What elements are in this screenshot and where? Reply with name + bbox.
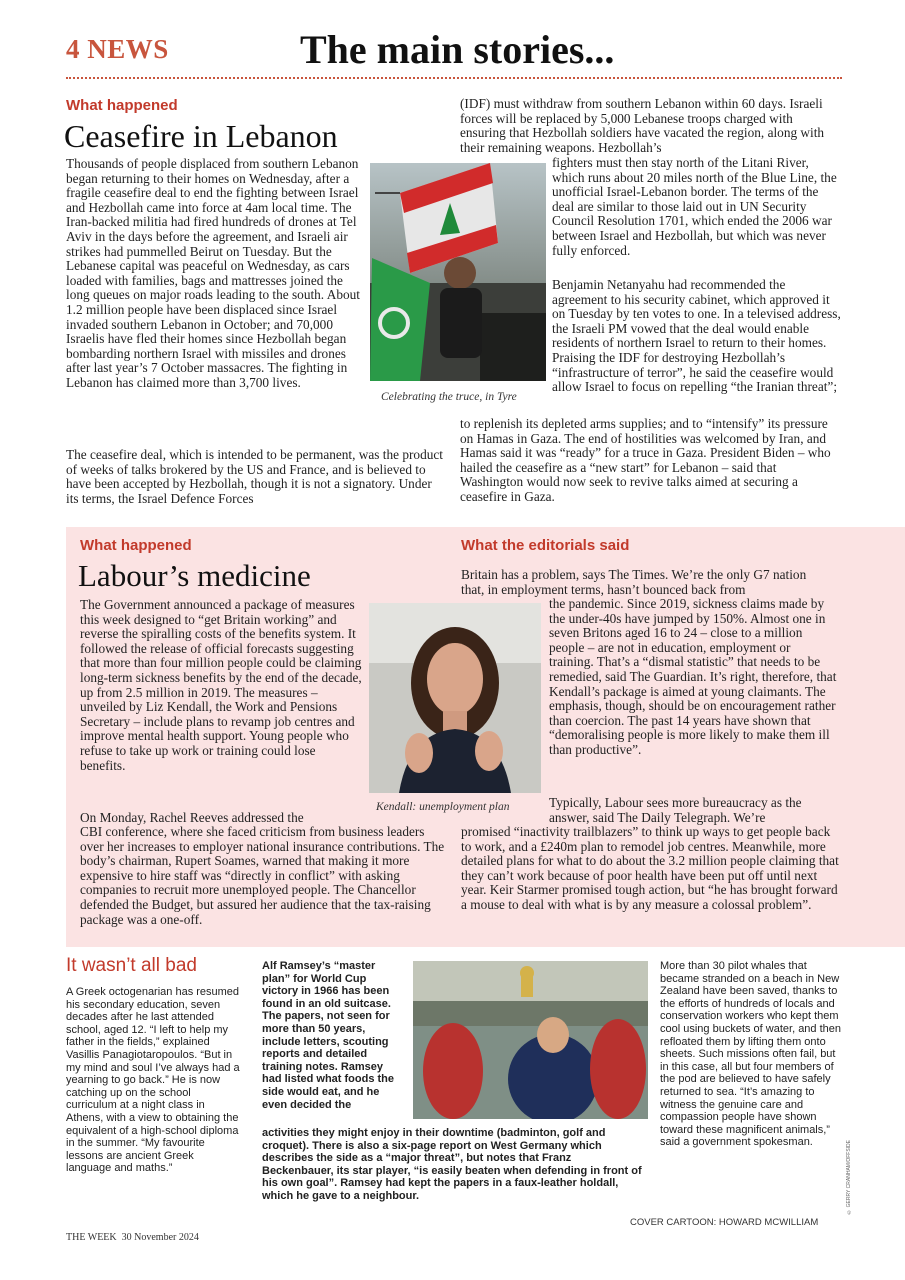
lebanon-celebration-photo — [370, 163, 546, 381]
not-all-bad-col2-side: Alf Ramsey’s “master plan” for World Cup victory in 1966 has been found in an old suitcase. The papers, not seen for more than 50 years, include letters, scouting reports and detailed training notes. Ramsey had listed what foods the side would eat, and he even decided the — [262, 960, 395, 1111]
kendall-photo — [369, 603, 541, 793]
ceasefire-body-right-mid-1: fighters must then stay north of the Litani River, which runs about 20 miles north of the Blue Line, the unofficial Israel-Lebanon border. The terms of the deal are similar to those laid out in UN Security Council Resolution 1701, which ended the 2006 war between Israel and Hezbollah, but which was never fully enforced. — [552, 155, 837, 258]
ceasefire-body-right-mid-2: Benjamin Netanyahu had recommended the agreement to his security cabinet, which approved it on Tuesday by ten votes to one. In a televised address, the Israeli PM vowed that the deal would enable residents of northern Israel to return to their homes. Praising the IDF for destroying Hezbollah’s “infrastructure of terror”, he said the ceasefire would allow Israel to focus on repelling “the Iranian threat”; — [552, 277, 841, 395]
ceasefire-body-left-2: The ceasefire deal, which is intended to be permanent, was the product of weeks of talks brokered by the US and France, and is believed to have been accepted by Hezbollah, though it is not a signatory. Under its terms, the Israel Defence Forces — [66, 447, 443, 506]
labour-kicker: What happened — [80, 537, 192, 554]
editorials-body-1-side: the pandemic. Since 2019, sickness claims made by the under-40s have jumped by 150%. Almost one in seven Britons aged 16 to 24 – close to a million people – are not in education, employment or training. That’s a “dismal statistic” that needs to be remedied, said The Guardian. It’s right, therefore, that Kendall’s package is aimed at young claimants. The emphasis, though, should be on encouragement rather than coercion. The past 14 years have shown that “demoralising people is more likely to make them ill than productive”. — [549, 596, 837, 757]
editorials-kicker: What the editorials said — [461, 537, 630, 554]
cover-credit: COVER CARTOON: HOWARD MCWILLIAM — [630, 1217, 819, 1228]
not-all-bad-heading: It wasn’t all bad — [66, 955, 197, 976]
page-section-label: 4 NEWS — [66, 34, 169, 64]
ceasefire-body-right-top: (IDF) must withdraw from southern Lebanon within 60 days. Israeli forces will be replaced by 5,000 Lebanese troops charged with ensuring that Hezbollah soldiers have vacated the region, along with their remaining weapons. Hezbollah’s — [460, 96, 825, 155]
ceasefire-headline: Ceasefire in Lebanon — [64, 118, 338, 154]
editorials-body-2-side: Typically, Labour sees more bureaucracy as the answer, said The Daily Telegraph. We’re — [549, 795, 802, 825]
kendall-photo-caption: Kendall: unemployment plan — [376, 801, 510, 813]
labour-body-2a: On Monday, Rachel Reeves addressed the — [80, 810, 304, 825]
labour-headline: Labour’s medicine — [78, 558, 311, 593]
labour-body-2b: CBI conference, where she faced criticism from business leaders over her increases to employer national insurance contributions. The body’s chairman, Rupert Soames, warned that making it more expensive to hire staff was “directly in conflict” with asking companies to recruit more unemployed people. The Chancellor defended the Budget, but assured her audience that the tax-raising package was a one-off. — [80, 824, 445, 927]
not-all-bad-col1: A Greek octogenarian has resumed his secondary education, seven decades after he last attended school, aged 12. “I left to help my father in the fields,” explained Vasillis Panagiotaropoulos. “But in my mind and soul I’ve always had a yearning to go back.” He is now catching up on the school curriculum at a night class in Athens, with a view to obtaining the equivalent of a high-school diploma in the summer. “My favourite lessons are ancient Greek language and maths.” — [66, 986, 240, 1175]
ceasefire-kicker: What happened — [66, 97, 178, 114]
editorials-body-2: promised “inactivity trailblazers” to think up ways to get people back to work, and a £240m plan to remodel job centres. Meanwhile, more detailed plans for what to do about the 3.2 million people claiming that they can’t work because of poor health have been put off until next year. Keir Starmer promised tough action, but “he has brought forward a mouse to deal with what is by any measure a colossal problem”. — [461, 824, 839, 912]
labour-body-1: The Government announced a package of measures this week designed to “get Britain working” and reverse the spiralling costs of the benefits system. It followed the release of official forecasts suggesting that more than four million people could be claiming long-term sickness benefits by the end of the decade, up from 2.5 million in 2019. The measures – unveiled by Liz Kendall, the Work and Pensions Secretary – include plans to revamp job centres and improve mental health support. Young people who refuse to take up work or training could lose benefits. — [80, 597, 362, 773]
world-cup-photo — [413, 961, 648, 1119]
not-all-bad-col2: activities they might enjoy in their downtime (badminton, golf and croquet). There is also a six-page report on West Germany which describes the side as a “major threat”, but notes that Franz Beckenbauer, its star player, “is easily beaten when defending in front of his own goal”. Ramsey had kept the papers in a faux-leather holdall, which he gave to a neighbour. — [262, 1127, 642, 1202]
not-all-bad-col3: More than 30 pilot whales that became stranded on a beach in New Zealand have been saved, thanks to the efforts of hundreds of locals and conservation workers who kept them cool using buckets of water, and then refloated them by lifting them onto sheets. Such missions often fail, but in this case, all but four members of the pod are believed to have safely returned to sea. “It’s amazing to witness the genuine care and compassion people have shown toward these magnificent animals,” said a government spokesman. — [660, 960, 842, 1149]
ceasefire-body-left-1: Thousands of people displaced from southern Lebanon began returning to their homes on Wednesday, after a fragile ceasefire deal to end the fighting between Israel and Hezbollah came into force at 4am local time. The Iran-backed militia had fired hundreds of drones at Tel Aviv in the days before the agreement, and Israeli air strikes had pummelled Beirut on Tuesday. But the Lebanese capital was peaceful on Wednesday, as cars loaded with families, bags and mattresses joined the long queues on major roads leading to the south. About 1.2 million people have been displaced since Israel invaded southern Lebanon in October; and 70,000 Israelis have fled their homes since Hezbollah began bombarding northern Israel with missiles and drones after last year’s 7 October massacres. The fighting in Lebanon has claimed more than 3,700 lives. — [66, 156, 360, 390]
ceasefire-body-right-bottom: to replenish its depleted arms supplies; and to “intensify” its pressure on Hamas in Gaza. The end of hostilities was welcomed by Iran, and Hamas said it was “ready” for a truce in Gaza. President Biden – who hailed the ceasefire as a “new start” for Lebanon – said that Washington would now seek to revive talks aimed at securing a ceasefire in Gaza. — [460, 416, 831, 504]
issue-footer: THE WEEK 30 November 2024 — [66, 1232, 199, 1243]
editorials-body-1-top: Britain has a problem, says The Times. We’re the only G7 nation that, in employment terms, hasn’t bounced back from — [461, 567, 807, 597]
photo-credit: © GERRY CRANHAM/OFFSIDE — [846, 1140, 852, 1215]
lebanon-photo-caption: Celebrating the truce, in Tyre — [381, 391, 517, 403]
header-divider — [66, 77, 842, 79]
page-title: The main stories... — [300, 27, 615, 72]
